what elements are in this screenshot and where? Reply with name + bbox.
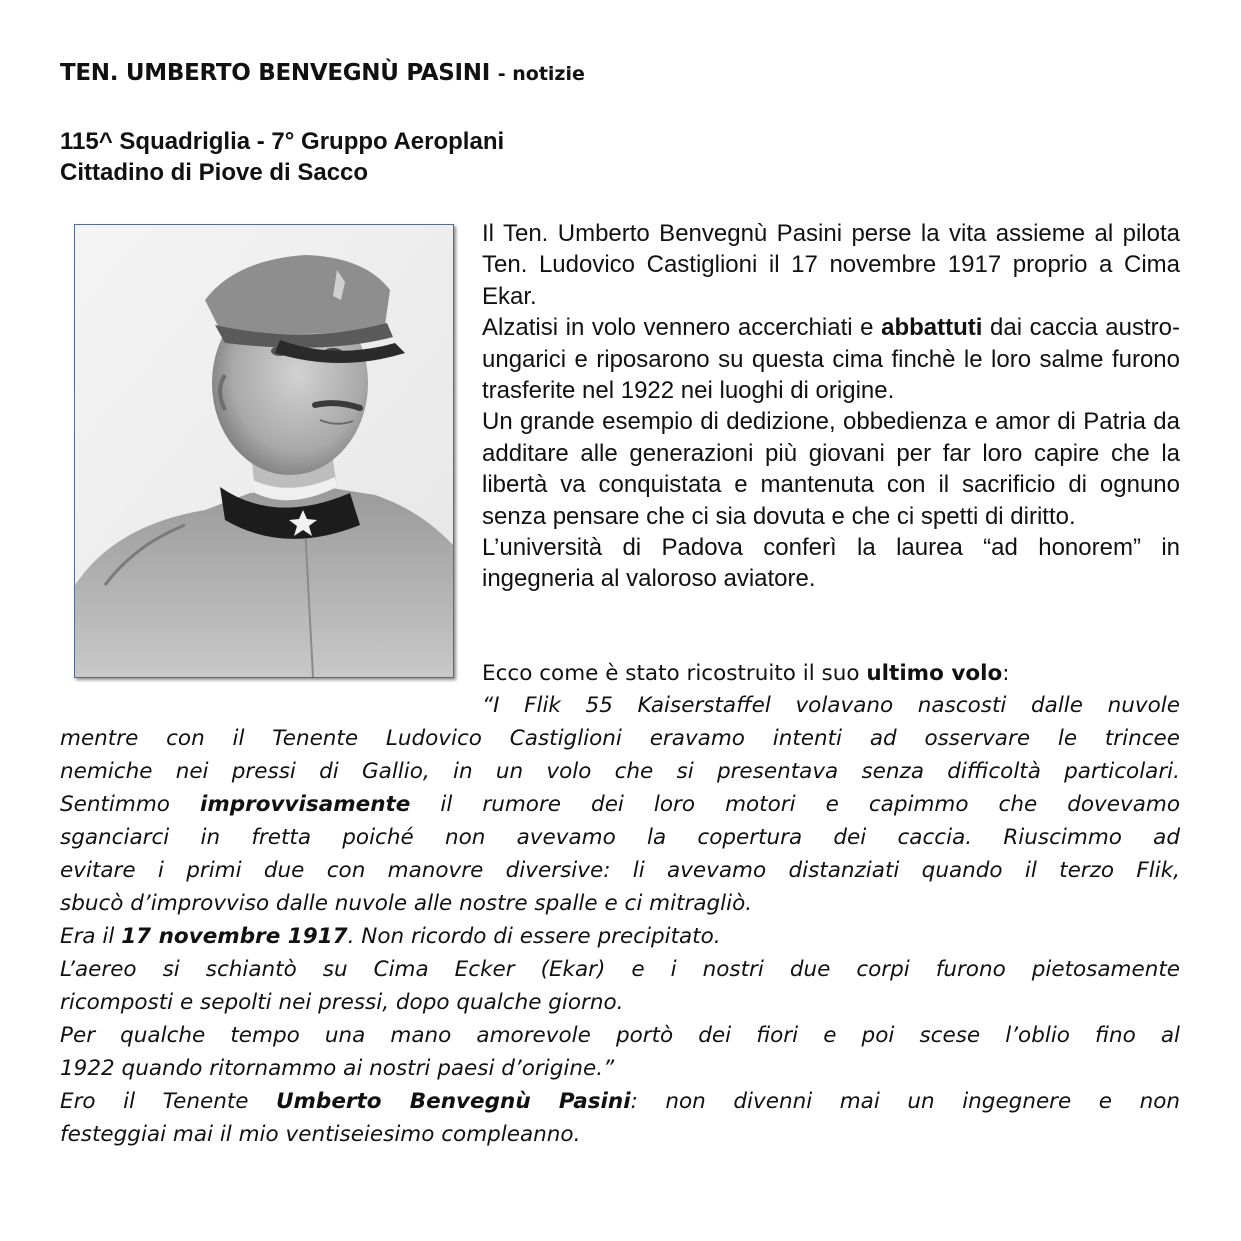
story-emphasis: Umberto Benvegnù Pasini [276,1089,631,1114]
bio-text: dai caccia austro-ungarici e riposarono su questa cima finchè le loro salme furono trasferite nel 1922 nei luoghi di origine. [482,314,1180,405]
story-emphasis: improvvisamente [199,792,411,817]
portrait-photo [74,224,454,678]
story-line: sganciarci in fretta poiché non avevamo la copertura dei caccia. Riuscimmo ad [60,825,1180,850]
story-text: Ero il Tenente [60,1089,277,1114]
bio-paragraph-1: Il Ten. Umberto Benvegnù Pasini perse la vita assieme al pilota Ten. Ludovico Castiglioni il 17 novembre 1917 proprio a Cima Ekar. [482,220,1180,310]
story-quote [60,689,1180,1151]
story-emphasis: 17 novembre 1917 [121,924,348,949]
story-text: . Non ricordo di essere precipitato. [347,924,721,949]
bio-emphasis: abbattuti [881,314,983,342]
story-line: “I Flik 55 Kaiserstaffel volavano nascosti dalle nuvole [482,693,1180,718]
story-line: evitare i primi due con manovre diversive: li avevamo distanziati quando il terzo Flik, [60,858,1180,883]
story-line [60,920,1180,953]
story-text: Sentimmo [60,792,200,817]
bio-paragraph-2 [482,312,1180,406]
story-line [60,788,1180,821]
story-intro [482,657,1180,690]
story-line: mentre con il Tenente Ludovico Castiglioni eravamo intenti ad osservare le trincee [60,726,1180,751]
title-name: TEN. UMBERTO BENVEGNÙ PASINI [60,60,491,86]
subtitle-block [60,126,760,188]
story-line: ricomposti e sepolti nei pressi, dopo qualche giorno. [60,990,624,1015]
story-line: festeggiai mai il mio ventiseiesimo compleanno. [60,1122,581,1147]
citizen-line: Cittadino di Piove di Sacco [60,159,369,186]
story-line: Per qualche tempo una mano amorevole portò dei fiori e poi scese l’oblio fino al [60,1023,1180,1048]
bio-paragraph-3: Un grande esempio di dedizione, obbedienza e amor di Patria da additare alle generazioni più giovani per far loro capire che la libertà va conquistata e mantenuta con il sacrificio di ognuno senza pensare che ci sia dovuta e che ci spetti di diritto. [482,408,1180,530]
story-text: : non divenni mai un ingegnere e non [630,1089,1181,1114]
story-line [60,1085,1180,1118]
story-line: sbucò d’improvviso dalle nuvole alle nostre spalle e ci mitragliò. [60,891,753,916]
bio-paragraph-4: L’università di Padova conferì la laurea “ad honorem” in ingegneria al valoroso aviatore. [482,534,1180,593]
portrait-icon [75,225,453,677]
story-text: il rumore dei loro motori e capimmo che dovevamo [410,792,1181,817]
intro-text: : [1002,661,1010,686]
title-suffix: - notizie [497,63,585,85]
story-text: Era il [60,924,122,949]
intro-text: Ecco come è stato ricostruito il suo [482,661,867,686]
intro-emphasis: ultimo volo [866,661,1003,686]
biography [482,218,1180,595]
story-line: nemiche nei pressi di Gallio, in un volo che si presentava senza difficoltà particolari. [60,759,1180,784]
story-line: 1922 quando ritornammo ai nostri paesi d’origine.” [60,1056,615,1081]
squadron-line: 115^ Squadriglia - 7° Gruppo Aeroplani [60,128,505,155]
story-line: L’aereo si schiantò su Cima Ecker (Ekar) e i nostri due corpi furono pietosamente [60,957,1180,982]
bio-text: Alzatisi in volo vennero accerchiati e [482,314,882,342]
page-title [60,60,585,86]
